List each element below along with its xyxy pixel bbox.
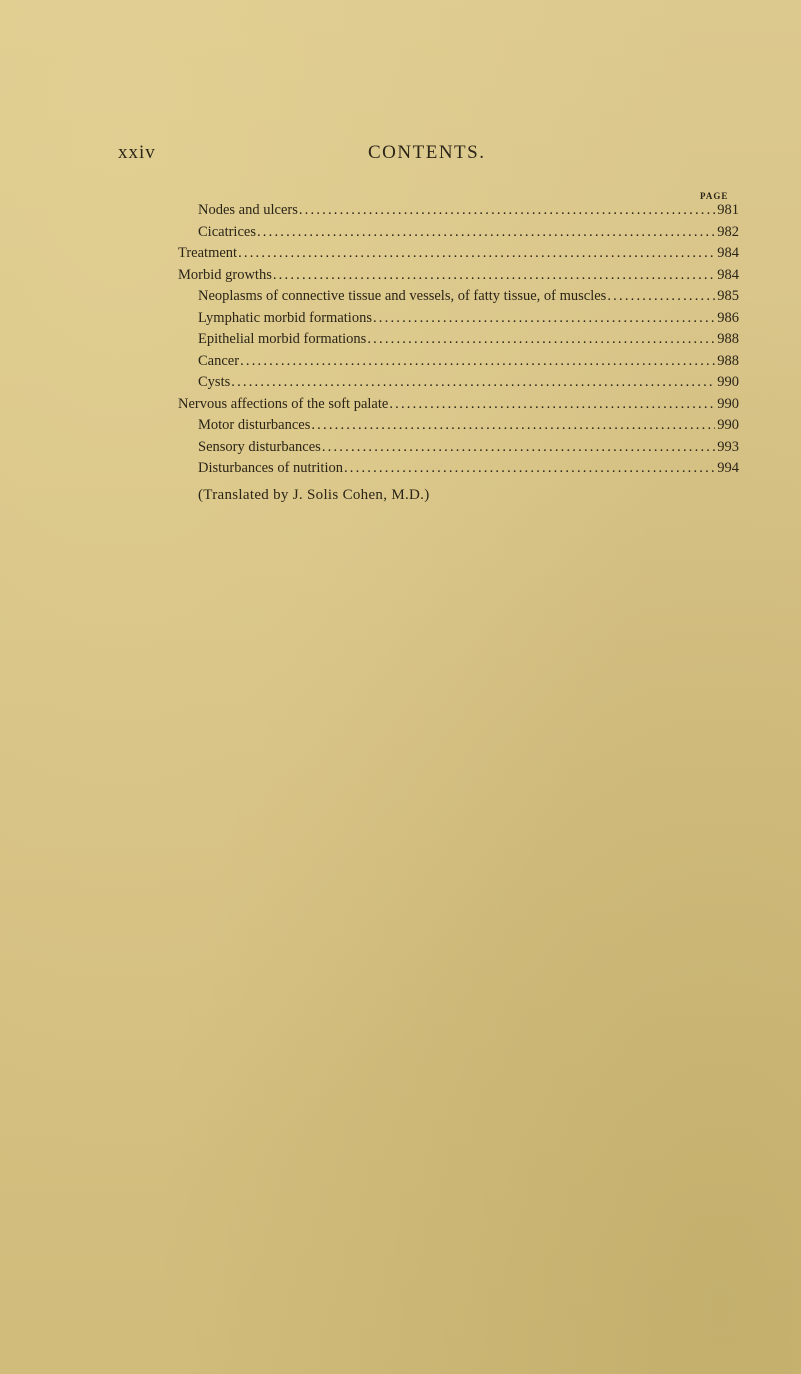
contents-entry [178, 222, 739, 244]
entry-title: Morbid growths [178, 266, 272, 283]
contents-entry [178, 329, 739, 351]
dot-leader [311, 415, 715, 437]
contents-entry [178, 458, 739, 480]
entry-page-number: 981 [717, 202, 739, 218]
entry-page-number: 994 [717, 460, 739, 476]
contents-entry [178, 200, 739, 222]
contents-entry [178, 394, 739, 416]
dot-leader [322, 437, 715, 459]
entry-title: Lymphatic morbid formations [198, 309, 372, 326]
entry-page-number: 986 [717, 309, 739, 326]
page-folio: xxiv [118, 142, 156, 163]
entry-page-number: 990 [717, 374, 739, 390]
entry-title: Cicatrices [198, 223, 256, 240]
page-title: CONTENTS. [368, 142, 486, 163]
entry-page-number: 982 [717, 223, 739, 240]
entry-title: Sensory disturbances [198, 438, 321, 455]
dot-leader [257, 222, 715, 244]
contents-entry [178, 351, 739, 373]
dot-leader [344, 458, 715, 480]
entry-page-number: 993 [717, 438, 739, 455]
dot-leader [273, 265, 715, 287]
dot-leader [299, 200, 715, 222]
dot-leader [367, 329, 715, 351]
contents-entry [178, 243, 739, 265]
entry-title: Treatment [178, 245, 238, 261]
dot-leader [231, 372, 715, 394]
contents-entry [178, 286, 739, 308]
entry-page-number: 990 [717, 395, 739, 412]
dot-leader [240, 351, 715, 373]
running-head [118, 142, 738, 166]
dot-leader [607, 286, 715, 308]
entry-page-number: 984 [717, 245, 739, 261]
dot-leader [389, 394, 715, 416]
contents-entry [178, 437, 739, 459]
page-column-label: PAGE [700, 191, 729, 201]
entry-page-number: 984 [717, 266, 739, 283]
contents-entry [178, 415, 739, 437]
entry-title: Epithelial morbid formations [198, 331, 367, 347]
entry-title: Disturbances of nutrition [198, 460, 343, 476]
contents-entry [178, 372, 739, 394]
entry-page-number: 985 [717, 288, 739, 304]
entry-page-number: 988 [717, 352, 739, 369]
dot-leader [238, 243, 715, 265]
entry-title: Cysts [198, 374, 231, 390]
entry-title: Nodes and ulcers [198, 202, 298, 218]
entry-page-number: 990 [717, 417, 739, 433]
contents-entry [178, 308, 739, 330]
entry-title: Motor disturbances [198, 417, 311, 433]
entry-page-number: 988 [717, 331, 739, 347]
contents-list [178, 200, 739, 480]
entry-title: Cancer [198, 352, 240, 369]
dot-leader [373, 308, 715, 330]
entry-title: Nervous affections of the soft palate [178, 395, 389, 412]
contents-entry [178, 265, 739, 287]
translator-credit: (Translated by J. Solis Cohen, M.D.) [198, 487, 430, 503]
entry-title: Neoplasms of connective tissue and vessels, of fatty tissue, of muscles [198, 288, 607, 304]
